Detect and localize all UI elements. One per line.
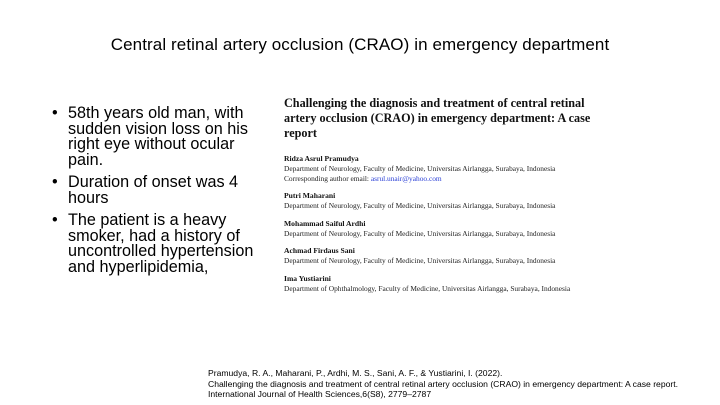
citation-line: International Journal of Health Sciences,6(S8), 2779–2787	[208, 389, 432, 399]
author-name: Putri Maharani	[284, 191, 336, 200]
author-block	[284, 154, 614, 183]
bullet-icon: •	[52, 104, 58, 122]
citation-line: Challenging the diagnosis and treatment of central retinal artery occlusion (CRAO) in emergency department: A case report.	[208, 378, 679, 389]
author-affiliation: Department of Neurology, Faculty of Medicine, Universitas Airlangga, Surabaya, Indonesia	[284, 228, 556, 238]
author-affiliation: Department of Neurology, Faculty of Medicine, Universitas Airlangga, Surabaya, Indonesia	[284, 201, 556, 210]
author-block	[284, 246, 614, 266]
bullet-text: 58th years old man, with sudden vision loss on his right eye without ocular pain.	[68, 104, 248, 169]
citation-line: Pramudya, R. A., Maharani, P., Ardhi, M. S., Sani, A. F., & Yustiarini, I. (2022).	[208, 368, 503, 378]
bullet-text: The patient is a heavy smoker, had a history of uncontrolled hypertension and hyperlipidemia,	[68, 211, 254, 276]
citation	[208, 368, 718, 400]
author-affiliation: Department of Ophthalmology, Faculty of Medicine, Universitas Airlangga, Surabaya, Indonesia	[284, 283, 571, 293]
author-affiliation: Department of Neurology, Faculty of Medicine, Universitas Airlangga, Surabaya, Indonesia	[284, 164, 556, 173]
author-name: Ima Yustiarini	[284, 273, 331, 283]
paper-title: Challenging the diagnosis and treatment of central retinal artery occlusion (CRAO) in emergency department: A case report	[284, 96, 591, 140]
author-block	[284, 274, 614, 294]
bullet-list	[52, 106, 274, 282]
author-name: Achmad Firdaus Sani	[284, 246, 355, 255]
slide-title: Central retinal artery occlusion (CRAO) in emergency department	[110, 35, 610, 54]
author-block	[284, 219, 614, 239]
author-affiliation: Department of Neurology, Faculty of Medicine, Universitas Airlangga, Surabaya, Indonesia	[284, 256, 556, 265]
bullet-item	[52, 213, 274, 275]
email-label: Corresponding author email:	[284, 173, 371, 183]
bullet-text: Duration of onset was 4 hours	[68, 173, 239, 207]
bullet-item	[52, 106, 274, 168]
bullet-icon: •	[52, 173, 58, 191]
corresponding-email-line	[284, 174, 614, 184]
author-name: Mohammad Saiful Ardhi	[284, 218, 366, 228]
bullet-icon: •	[52, 211, 58, 229]
bullet-item	[52, 175, 274, 206]
author-block	[284, 191, 614, 211]
email-link[interactable]: asrul.unair@yahoo.com	[370, 173, 442, 183]
paper-header-image	[284, 96, 614, 301]
author-name: Ridza Asrul Pramudya	[284, 154, 359, 163]
